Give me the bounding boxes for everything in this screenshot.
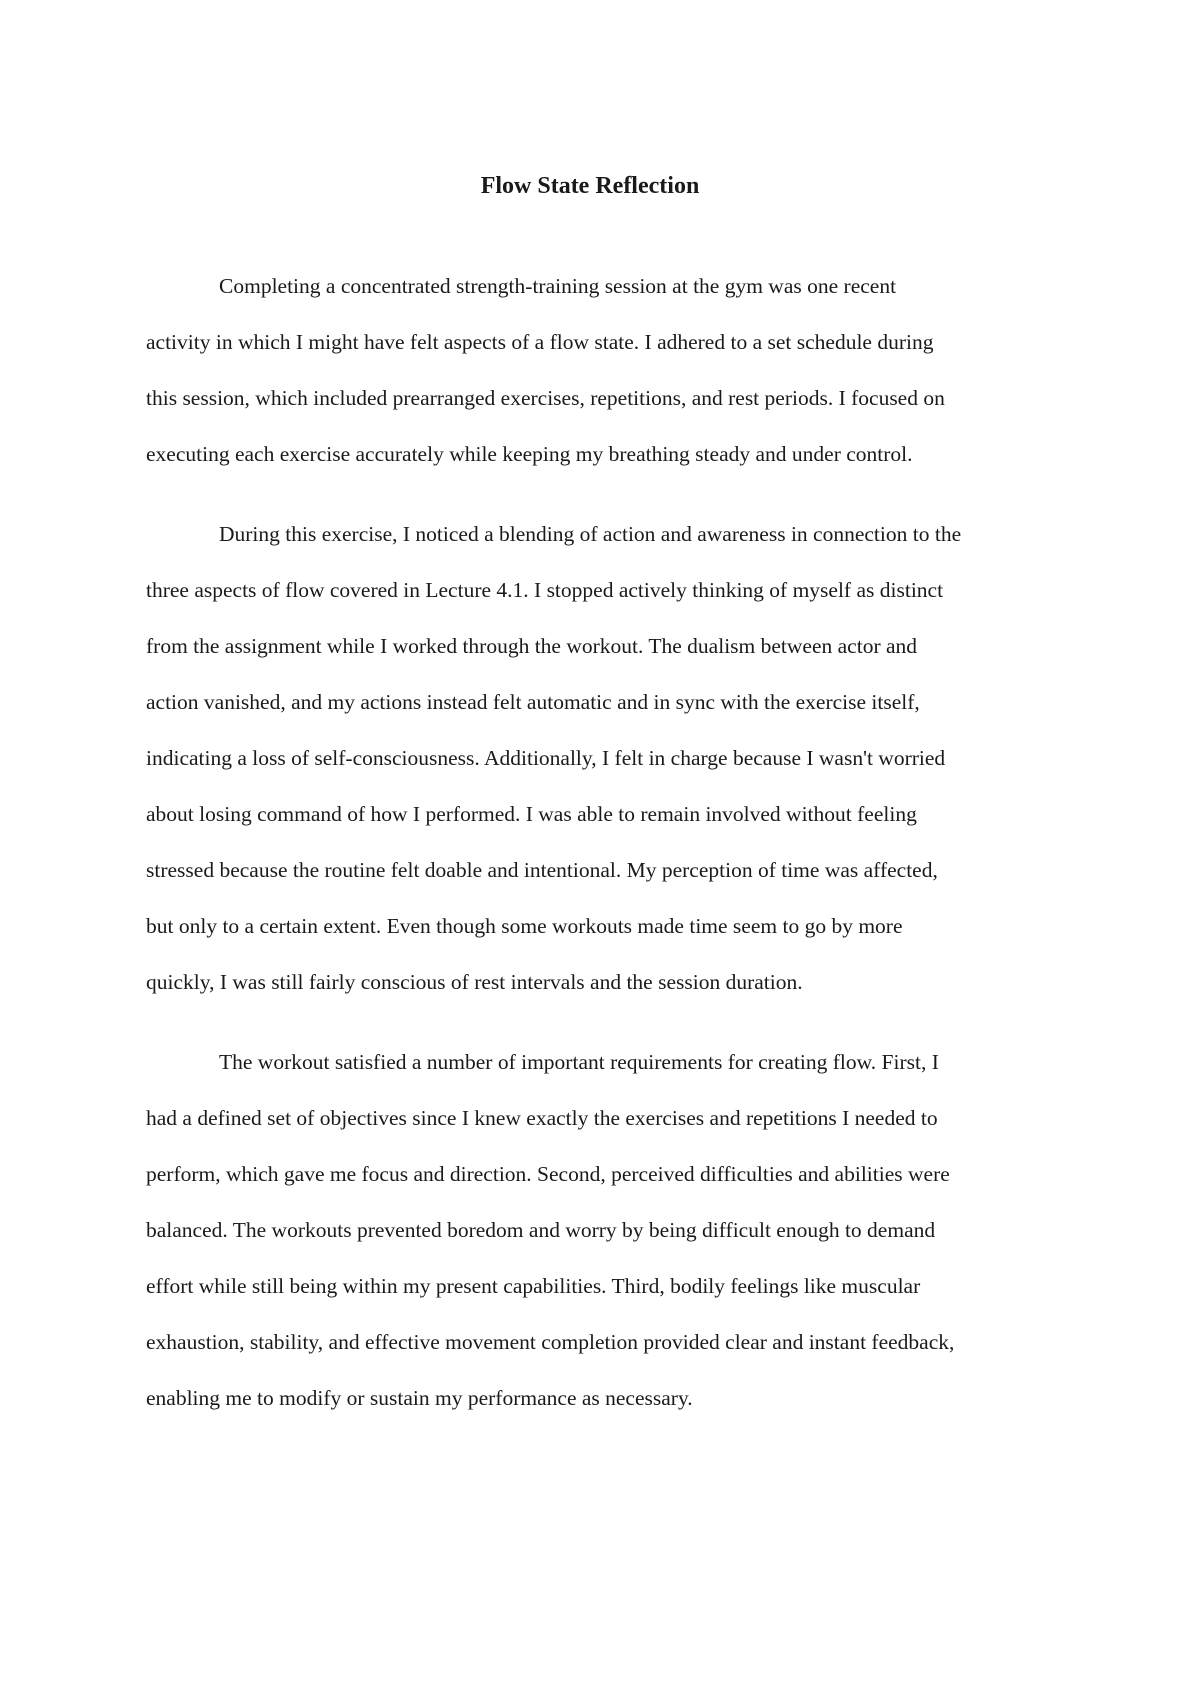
paragraph-line: perform, which gave me focus and direction. Second, perceived difficulties and abilities were [146,1162,950,1186]
paragraph-line: executing each exercise accurately while keeping my breathing steady and under control. [146,442,913,466]
paragraph-3 [146,1034,1066,1426]
paragraph-line: had a defined set of objectives since I knew exactly the exercises and repetitions I needed to [146,1106,938,1130]
paragraph-line: stressed because the routine felt doable and intentional. My perception of time was affected, [146,858,938,882]
paragraph-line: balanced. The workouts prevented boredom and worry by being difficult enough to demand [146,1218,936,1242]
paragraph-line: enabling me to modify or sustain my performance as necessary. [146,1386,693,1410]
paragraph-line: Completing a concentrated strength-training session at the gym was one recent [219,274,897,298]
paragraph-line: about losing command of how I performed. I was able to remain involved without feeling [146,802,917,826]
paragraph-line: The workout satisfied a number of important requirements for creating flow. First, I [219,1050,939,1074]
paragraph-line: exhaustion, stability, and effective movement completion provided clear and instant feedback, [146,1330,955,1354]
paragraph-line: quickly, I was still fairly conscious of rest intervals and the session duration. [146,970,803,994]
paragraph-1 [146,258,1066,482]
paragraph-line: this session, which included prearranged exercises, repetitions, and rest periods. I focused on [146,386,945,410]
paragraph-line: action vanished, and my actions instead felt automatic and in sync with the exercise itself, [146,690,920,714]
document-body [146,258,1066,1450]
paragraph-line: During this exercise, I noticed a blending of action and awareness in connection to the [219,522,962,546]
paragraph-line: from the assignment while I worked through the workout. The dualism between actor and [146,634,918,658]
paragraph-line: effort while still being within my present capabilities. Third, bodily feelings like muscular [146,1274,921,1298]
paragraph-2 [146,506,1066,1010]
paragraph-line: indicating a loss of self-consciousness. Additionally, I felt in charge because I wasn't worried [146,746,946,770]
paragraph-line: but only to a certain extent. Even though some workouts made time seem to go by more [146,914,903,938]
paragraph-line: three aspects of flow covered in Lecture 4.1. I stopped actively thinking of myself as distinct [146,578,944,602]
document-title: Flow State Reflection [480,173,700,199]
paragraph-line: activity in which I might have felt aspects of a flow state. I adhered to a set schedule during [146,330,934,354]
